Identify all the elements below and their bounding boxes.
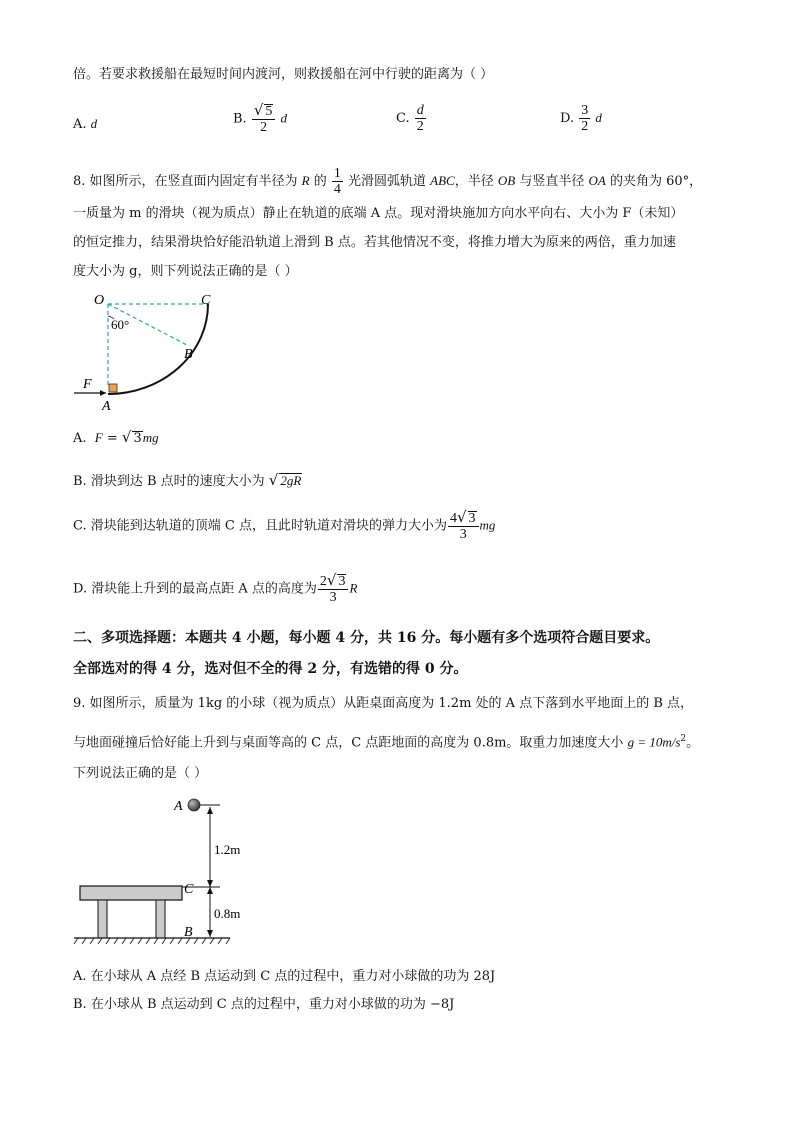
q8-option-b[interactable]: B. 滑块到达 B 点时的速度大小为 √ 2gR (73, 471, 302, 489)
label-angle: 60° (111, 317, 130, 332)
label-b: B (184, 347, 193, 362)
option-fraction: $\frac{3}{2}$ (581, 103, 589, 134)
q9-stem-line-1: 9. 如图所示，质量为 1kg 的小球（视为质点）从距桌面高度为 1.2m 处的 A 点下落到水平地面上的 B 点， (73, 696, 694, 711)
slider-block (109, 384, 117, 392)
option-fraction: $\frac{d}{2}$ (416, 103, 424, 134)
label-b: B (184, 925, 193, 940)
option-fraction: $\frac{√ 5}{2}$ (252, 103, 276, 135)
section-2-heading-line-1: 二、多项选择题：本题共 4 小题，每小题 4 分，共 16 分。每小题有多个选项符合题目要求。 (73, 630, 660, 646)
option-label: D. (560, 111, 575, 126)
q7-option-b[interactable]: B. $\frac{√ 5}{2}$ d (233, 101, 288, 135)
q8-stem-line-3: 的恒定推力，结果滑块恰好能沿轨道上滑到 B 点。若其他情况不变，将推力增大为原来的两倍，重力加速 (73, 235, 676, 250)
q7-option-a[interactable] (73, 116, 97, 132)
table-leg-right (156, 900, 165, 938)
label-o: O (94, 293, 105, 308)
option-label: B. (233, 111, 247, 127)
option-label: A. (73, 117, 87, 132)
q9-stem-line-2: 与地面碰撞后恰好能上升到与桌面等高的 C 点，C 点距地面的高度为 0.8m。取重力加速度大小 $g = 10m/s^2$。 (73, 734, 700, 751)
q7-option-c[interactable] (396, 103, 427, 134)
q8-option-c[interactable]: C. 滑块能到达轨道的顶端 C 点，且此时轨道对滑块的弹力大小为 $\frac{4√ 3}{3}$ mg (73, 508, 496, 542)
label-a: A (174, 799, 183, 814)
q7-question-tail: 倍。若要求救援船在最短时间内渡河，则救援船在河中行驶的距离为（ ） (73, 67, 494, 82)
ball (188, 799, 200, 811)
label-a: A (102, 399, 111, 414)
option-value: d (90, 116, 98, 131)
option-label: C. (396, 111, 410, 126)
ground-hatching (74, 938, 230, 944)
label-c: C (201, 293, 211, 308)
section-2-heading-line-2: 全部选对的得 4 分，选对但不全的得 2 分，有选错的得 0 分。 (73, 661, 468, 677)
table-top (80, 886, 182, 900)
q8-stem-line-2: 一质量为 m 的滑块（视为质点）静止在轨道的底端 A 点。现对滑块施加方向水平向右、大小为 F（未知） (73, 206, 684, 221)
q7-option-d[interactable]: D. $\frac{3}{2}$ d (560, 103, 602, 134)
q8-option-a[interactable]: A. F = √ 3mg (73, 428, 159, 446)
q8-stem-line-4: 度大小为 g，则下列说法正确的是（ ） (73, 264, 298, 279)
q9-stem-line-3: 下列说法正确的是（ ） (73, 766, 208, 781)
label-f: F (83, 377, 92, 392)
q8-option-d[interactable]: D. 滑块能上升到的最高点距 A 点的高度为 $\frac{2√ 3}{3}$ R (73, 571, 358, 605)
label-height-1: 1.2m (214, 842, 240, 857)
table-leg-left (98, 900, 107, 938)
q9-option-b[interactable]: B. 在小球从 B 点运动到 C 点的过程中，重力对小球做的功为 −8J (73, 997, 455, 1012)
label-c: C (184, 882, 194, 897)
q9-option-a[interactable]: A. 在小球从 A 点经 B 点运动到 C 点的过程中，重力对小球做的功为 28J (73, 969, 496, 984)
label-height-2: 0.8m (214, 906, 240, 921)
q8-arc-track-figure (70, 288, 230, 416)
q9-table-drop-figure (70, 794, 240, 946)
q8-stem-line-1: 8. 如图所示，在竖直面内固定有半径为 R 的 $\frac{1}{4}$ 光滑圆弧轨道 ABC，半径 OB 与竖直半径 OA 的夹角为 60°， (73, 166, 703, 197)
